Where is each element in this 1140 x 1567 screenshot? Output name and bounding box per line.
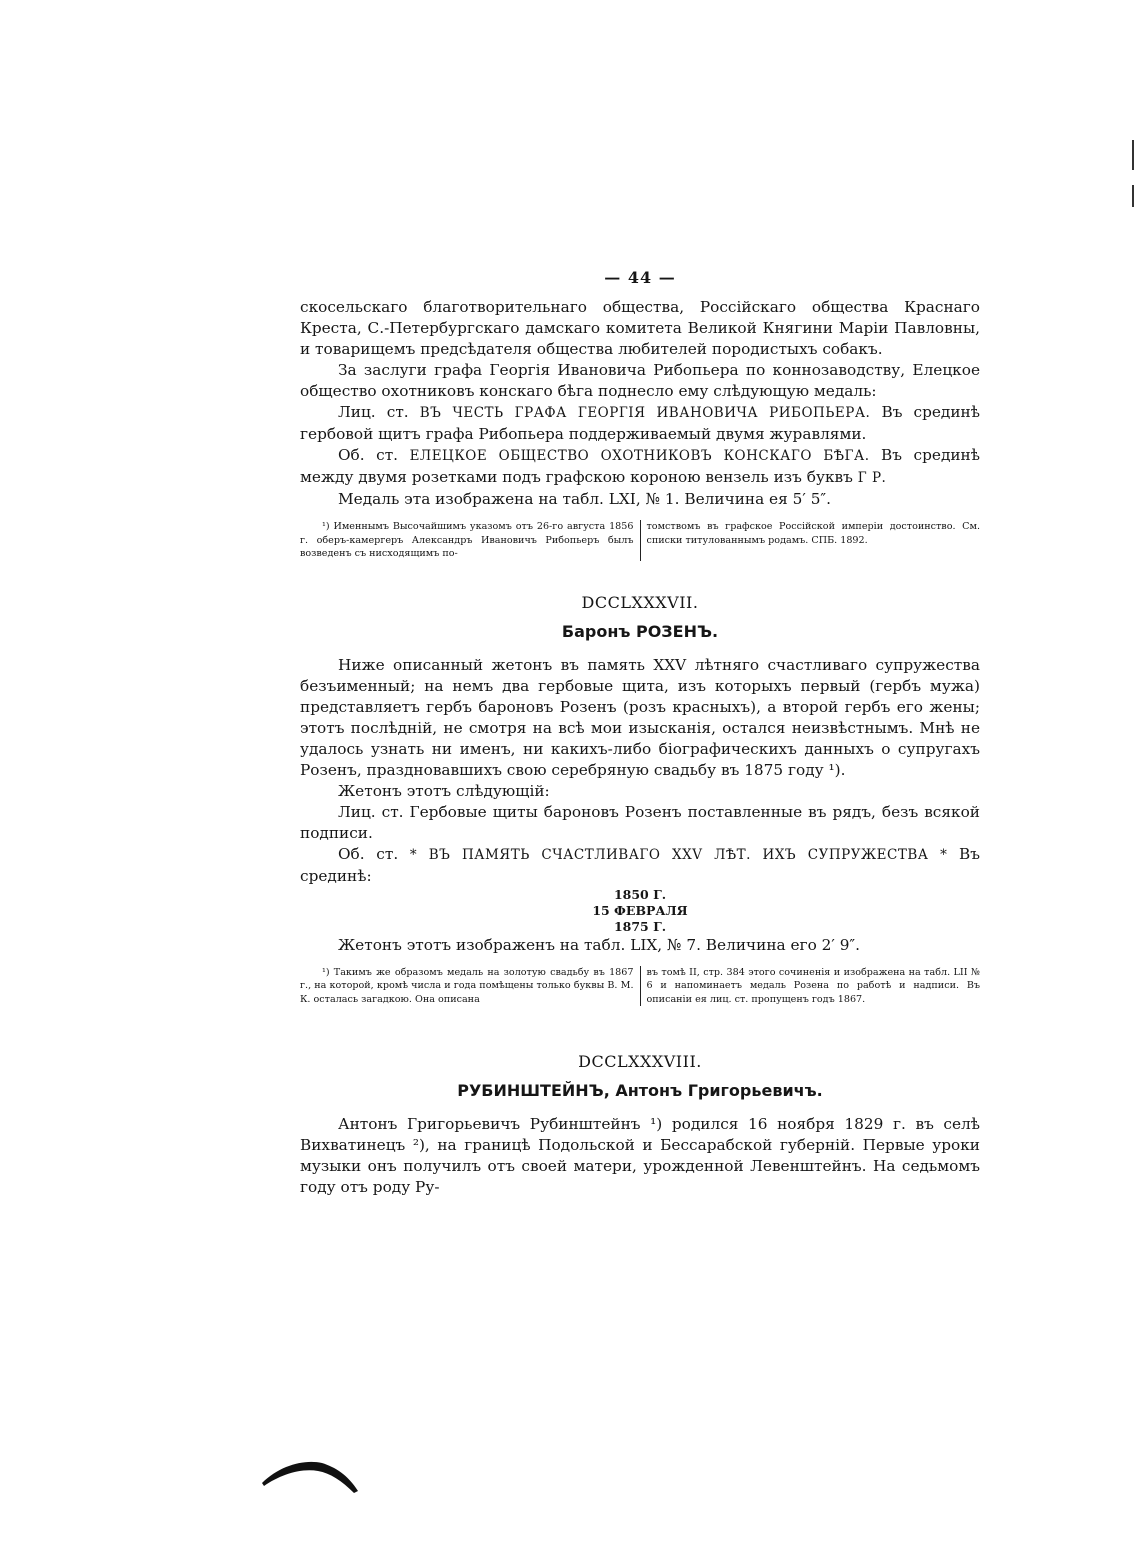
paragraph: Жетонъ этотъ изображенъ на табл. LIX, № 7. Величина его 2′ 9″. bbox=[338, 935, 861, 954]
scan-artifact bbox=[1132, 185, 1134, 207]
paragraph: Жетонъ этотъ слѣдующій: bbox=[338, 781, 550, 800]
paragraph-reverse: Об. ст. ЕЛЕЦКОЕ ОБЩЕСТВО ОХОТНИКОВЪ КОНСКАГО БѢГА. Въ срединѣ между двумя розетками подъ графскою короною вензель изъ буквъ Г Р. bbox=[300, 446, 980, 486]
footnote bbox=[300, 966, 980, 1007]
paragraph: Антонъ Григорьевичъ Рубинштейнъ ¹) родился 16 ноября 1829 г. въ селѣ Вихватинецъ ²), на границѣ Подольской и Бессарабской губерній. Первые уроки музыки онъ получилъ отъ своей матери, урожденной Левенштейнъ. На седьмомъ году отъ роду Ру- bbox=[300, 1115, 980, 1196]
center-inscription: 1850 Г. 15 ФЕВРАЛЯ 1875 Г. bbox=[592, 886, 688, 934]
section-number: DCCLXXXVIII. bbox=[578, 1052, 702, 1071]
footnote-left: ¹) Такимъ же образомъ медаль на золотую свадьбу въ 1867 г., на которой, кромѣ числа и года помѣщены только буквы В. М. К. осталась загадкою. Она описана bbox=[300, 966, 641, 1007]
section-title: Баронъ РОЗЕНЪ. bbox=[561, 621, 719, 641]
line: скосельскаго благотворительнаго общества, Россійскаго общества Краснаго Креста, bbox=[300, 298, 980, 337]
footnote-left: ¹) Именнымъ Высочайшимъ указомъ отъ 26-го августа 1856 г. оберъ-камергеръ Александръ Ивановичъ Рибопьеръ былъ возведенъ съ нисходящимъ по- bbox=[300, 520, 641, 561]
inscription: ЕЛЕЦКОЕ ОБЩЕСТВО ОХОТНИКОВЪ КОНСКАГО БѢГА. bbox=[409, 448, 870, 464]
inscription: ВЪ ЧЕСТЬ ГРАФА ГЕОРГІЯ ИВАНОВИЧА РИБОПЬЕРА. bbox=[419, 405, 871, 421]
ink-stroke-mark bbox=[260, 1455, 370, 1500]
paragraph-reverse: Об. ст. * ВЪ ПАМЯТЬ СЧАСТЛИВАГО XXV ЛѢТ. ИХЪ СУПРУЖЕСТВА * Въ срединѣ: bbox=[300, 844, 980, 885]
section-title: РУБИНШТЕЙНЪ, Антонъ Григорьевичъ. bbox=[457, 1081, 823, 1100]
footnote bbox=[300, 520, 980, 561]
page-number: — 44 — bbox=[604, 268, 676, 287]
footnote-right: въ томѣ II, стр. 384 этого сочиненія и изображена на табл. LII № 6 и напоминаетъ медаль Розена по работѣ и надписи. Въ описаніи ея лиц. ст. пропущенъ годъ 1867. bbox=[646, 966, 980, 1005]
paragraph: Медаль эта изображена на табл. LXI, № 1. Величина ея 5′ 5″. bbox=[338, 490, 832, 508]
paragraph-continuation bbox=[300, 297, 980, 360]
paragraph-obverse: Лиц. ст. Гербовые щиты бароновъ Розенъ поставленные въ рядъ, безъ всякой подписи. bbox=[300, 802, 980, 842]
paragraph: За заслуги графа Георгія Ивановича Рибопьера по коннозаводству, Елецкое общество охотниковъ конскаго бѣга поднесло ему слѣдующую медаль: bbox=[300, 361, 980, 400]
paragraph: Ниже описанный жетонъ въ память XXV лѣтняго счастливаго супружества безъименный; на немъ два гербовые щита, изъ которыхъ первый (гербъ мужа) представляетъ гербъ бароновъ Розенъ (розъ красныхъ), а второй гербъ его жены; этотъ послѣдній, не смотря на всѣ мои изысканія, остался неизвѣстнымъ. Мнѣ не удалось узнать ни именъ, ни какихъ-либо біографическихъ данныхъ о супругахъ Розенъ, праздновавшихъ свою серебряную свадьбу въ 1875 году ¹). bbox=[300, 655, 980, 779]
paragraph-obverse: Лиц. ст. ВЪ ЧЕСТЬ ГРАФА ГЕОРГІЯ ИВАНОВИЧА РИБОПЬЕРА. Въ срединѣ гербовой щитъ графа Рибопьера поддерживаемый двумя журавлями. bbox=[300, 403, 980, 443]
line: С.-Петербургскаго дамскаго комитета Великой Княгини Маріи Павловны, и товарищемъ bbox=[300, 319, 980, 358]
line: предсѣдателя общества любителей породистыхъ собакъ. bbox=[420, 340, 883, 358]
monogram-letters: Г Р. bbox=[857, 470, 887, 486]
page-content bbox=[300, 268, 980, 1198]
scan-artifact bbox=[1132, 140, 1134, 170]
inscription: * ВЪ ПАМЯТЬ СЧАСТЛИВАГО XXV ЛѢТ. ИХЪ СУПРУЖЕСТВА * bbox=[409, 846, 948, 863]
section-number: DCCLXXXVII. bbox=[581, 592, 699, 612]
footnote-right: томствомъ въ графское Россійской имперіи достоинство. См. списки титулованнымъ родамъ. СПБ. 1892. bbox=[646, 521, 980, 546]
